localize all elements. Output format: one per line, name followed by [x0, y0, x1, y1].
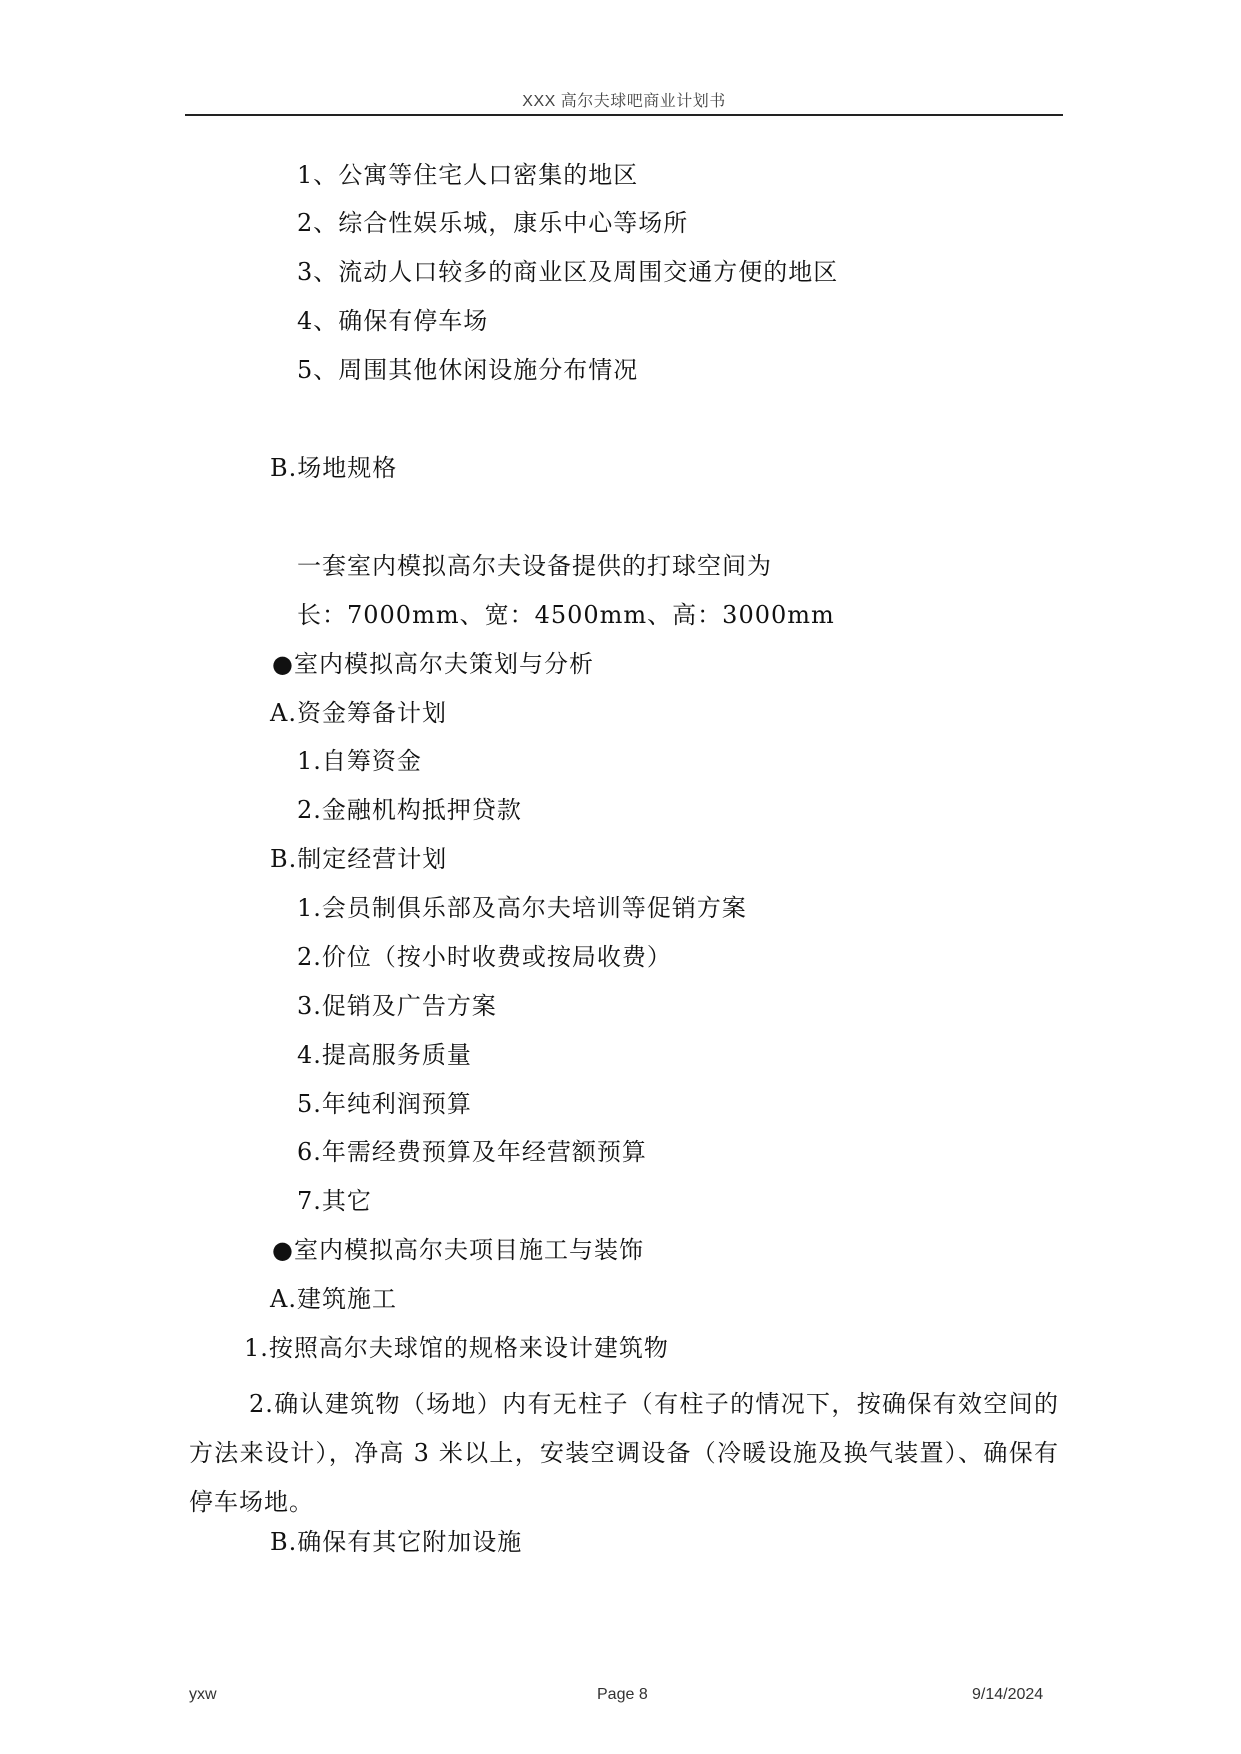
space-description: 一套室内模拟高尔夫设备提供的打球空间为: [297, 552, 772, 580]
operation-item-7: 7.其它: [297, 1187, 372, 1215]
running-header-title: XXX 高尔夫球吧商业计划书: [522, 93, 726, 110]
bullet-heading-construction: ●室内模拟高尔夫项目施工与装饰: [272, 1236, 644, 1264]
operation-item-5: 5.年纯利润预算: [297, 1090, 472, 1118]
section-heading-operation: B.制定经营计划: [270, 845, 448, 873]
operation-item-3: 3.促销及广告方案: [297, 992, 497, 1020]
section-heading-building: A.建筑施工: [270, 1285, 397, 1313]
footer-author: yxw: [189, 1686, 217, 1703]
site-list-item-1: 1、公寓等住宅人口密集的地区: [297, 161, 639, 189]
section-heading-facilities: B.确保有其它附加设施: [270, 1528, 523, 1556]
site-list-item-5: 5、周围其他休闲设施分布情况: [297, 356, 639, 384]
footer-date: 9/14/2024: [972, 1686, 1044, 1703]
section-heading-site-spec: B.场地规格: [270, 454, 398, 482]
footer-page-number: Page 8: [597, 1686, 648, 1703]
operation-item-4: 4.提高服务质量: [297, 1041, 472, 1069]
building-item-2-paragraph: 2.确认建筑物（场地）内有无柱子（有柱子的情况下，按确保有效空间的方法来设计），净高 3 米以上，安装空调设备（冷暖设施及换气装置）、确保有停车场地。: [189, 1390, 1059, 1516]
operation-item-6: 6.年需经费预算及年经营额预算: [297, 1138, 647, 1166]
site-list-item-4: 4、确保有停车场: [297, 307, 489, 335]
operation-item-1: 1.会员制俱乐部及高尔夫培训等促销方案: [297, 894, 747, 922]
site-list-item-2: 2、综合性娱乐城，康乐中心等场所: [297, 209, 689, 237]
operation-item-2: 2.价位（按小时收费或按局收费）: [297, 943, 672, 971]
bullet-heading-planning: ●室内模拟高尔夫策划与分析: [272, 650, 594, 678]
space-dimensions: 长：7000mm、宽：4500mm、高：3000mm: [297, 601, 835, 629]
funding-item-1: 1.自筹资金: [297, 747, 422, 775]
header-divider: [185, 114, 1063, 116]
building-item-1: 1.按照高尔夫球馆的规格来设计建筑物: [244, 1334, 669, 1362]
section-heading-funding: A.资金筹备计划: [270, 699, 447, 727]
funding-item-2: 2.金融机构抵押贷款: [297, 796, 522, 824]
site-list-item-3: 3、流动人口较多的商业区及周围交通方便的地区: [297, 258, 839, 286]
